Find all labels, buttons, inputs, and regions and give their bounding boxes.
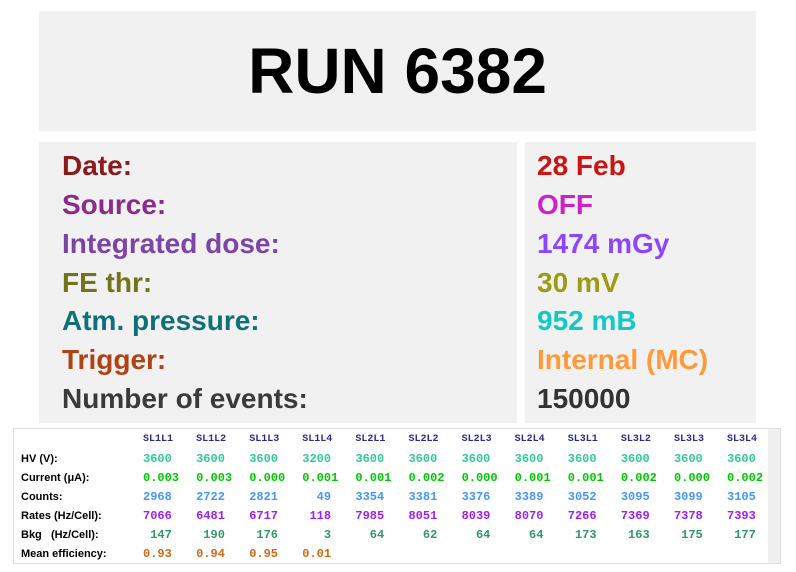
cell-counts-sl2l2: 3381 [408,489,438,504]
info-label-pressure: Atm. pressure: [62,305,260,337]
cell-hv-sl3l2: 3600 [620,451,650,466]
run-title-panel [39,11,756,131]
cell-bkg-sl1l4: 3 [302,527,332,542]
info-label-trigger: Trigger: [62,343,167,375]
cell-rates-sl2l4: 8070 [514,508,544,523]
cell-hv-sl3l4: 3600 [727,451,756,466]
info-label-date: Date: [62,150,133,182]
row-label-hv: HV (V): [21,452,58,465]
run-table [13,428,781,564]
info-label-dose: Integrated dose: [62,227,280,259]
cell-current-sl1l4: 0.001 [302,470,339,485]
info-value-date: 28 Feb [537,150,626,182]
cell-rates-sl2l1: 7985 [355,508,385,523]
column-header-sl1l1: SL1L1 [143,434,174,445]
cell-current-sl2l4: 0.001 [514,470,551,485]
table-row-efficiency [14,544,780,563]
cell-current-sl3l2: 0.002 [620,470,657,485]
column-header-sl2l1: SL2L1 [355,434,386,445]
cell-hv-sl3l1: 3600 [567,451,597,466]
cell-current-sl2l2: 0.002 [408,470,445,485]
cell-current-sl3l4: 0.002 [727,470,764,485]
cell-current-sl1l3: 0.000 [249,470,286,485]
info-labels-panel [39,142,517,423]
row-label-counts: Counts: [21,490,63,503]
info-label-events: Number of events: [62,382,308,414]
info-value-source: OFF [537,189,593,221]
cell-current-sl1l2: 0.003 [196,470,233,485]
info-value-fe-thr: 30 mV [537,266,620,298]
cell-rates-sl1l3: 6717 [249,508,278,523]
cell-efficiency-sl1l2: 0.94 [196,546,225,561]
info-value-events: 150000 [537,382,631,414]
cell-bkg-sl2l3: 64 [461,527,491,542]
cell-counts-sl2l4: 3389 [514,489,544,504]
cell-bkg-sl1l1: 147 [143,527,172,542]
cell-hv-sl1l1: 3600 [143,451,172,466]
cell-hv-sl2l2: 3600 [408,451,438,466]
column-header-sl2l4: SL2L4 [514,434,545,445]
cell-rates-sl3l3: 7378 [673,508,703,523]
column-header-sl2l2: SL2L2 [408,434,439,445]
cell-current-sl1l1: 0.003 [143,470,180,485]
info-label-fe-thr: FE thr: [62,266,153,298]
cell-hv-sl2l4: 3600 [514,451,544,466]
cell-bkg-sl2l4: 64 [514,527,544,542]
cell-counts-sl2l1: 3354 [355,489,385,504]
cell-hv-sl1l2: 3600 [196,451,225,466]
cell-bkg-sl2l2: 62 [408,527,438,542]
cell-rates-sl1l2: 6481 [196,508,225,523]
table-row-counts [14,487,780,506]
cell-hv-sl1l3: 3600 [249,451,278,466]
column-header-sl3l3: SL3L3 [673,434,704,445]
cell-efficiency-sl1l1: 0.93 [143,546,172,561]
cell-rates-sl3l1: 7266 [567,508,597,523]
cell-rates-sl2l2: 8051 [408,508,438,523]
cell-bkg-sl1l3: 176 [249,527,278,542]
column-header-sl3l1: SL3L1 [567,434,598,445]
column-header-sl2l3: SL2L3 [461,434,492,445]
cell-current-sl3l3: 0.000 [673,470,710,485]
info-label-source: Source: [62,189,167,221]
info-value-pressure: 952 mB [537,305,637,337]
info-values-panel [525,142,756,423]
row-label-rates: Rates (Hz/Cell): [21,509,102,522]
cell-counts-sl3l4: 3105 [727,489,756,504]
info-value-dose: 1474 mGy [537,227,670,259]
cell-rates-sl1l1: 7066 [143,508,172,523]
table-scrollbar[interactable] [768,429,780,563]
row-label-bkg: Bkg (Hz/Cell): [21,528,99,541]
cell-counts-sl3l3: 3099 [673,489,703,504]
cell-rates-sl1l4: 118 [302,508,332,523]
table-header-row [14,430,780,449]
cell-counts-sl1l2: 2722 [196,489,225,504]
cell-efficiency-sl1l3: 0.95 [249,546,278,561]
cell-counts-sl1l1: 2968 [143,489,172,504]
column-header-sl1l2: SL1L2 [196,434,227,445]
cell-current-sl2l1: 0.001 [355,470,392,485]
cell-bkg-sl3l4: 177 [727,527,756,542]
cell-hv-sl2l1: 3600 [355,451,385,466]
column-header-sl1l4: SL1L4 [302,434,333,445]
column-header-sl3l2: SL3L2 [620,434,651,445]
cell-bkg-sl2l1: 64 [355,527,385,542]
table-row-hv [14,449,780,468]
column-header-sl3l4: SL3L4 [727,434,758,445]
cell-bkg-sl3l3: 175 [673,527,703,542]
cell-efficiency-sl1l4: 0.01 [302,546,332,561]
cell-rates-sl3l4: 7393 [727,508,756,523]
table-row-bkg [14,525,780,544]
info-value-trigger: Internal (MC) [537,343,709,375]
cell-hv-sl1l4: 3200 [302,451,332,466]
table-row-current [14,468,780,487]
cell-rates-sl3l2: 7369 [620,508,650,523]
cell-hv-sl2l3: 3600 [461,451,491,466]
cell-rates-sl2l3: 8039 [461,508,491,523]
cell-current-sl3l1: 0.001 [567,470,604,485]
cell-bkg-sl3l2: 163 [620,527,650,542]
table-row-rates [14,506,780,525]
column-header-sl1l3: SL1L3 [249,434,280,445]
row-label-efficiency: Mean efficiency: [21,547,107,560]
run-title: RUN 6382 [248,35,547,107]
cell-bkg-sl3l1: 173 [567,527,597,542]
row-label-current: Current (μA): [21,471,90,484]
cell-counts-sl3l1: 3052 [567,489,597,504]
run-table-rows [14,430,780,563]
cell-current-sl2l3: 0.000 [461,470,498,485]
cell-counts-sl1l3: 2821 [249,489,278,504]
cell-counts-sl3l2: 3095 [620,489,650,504]
cell-counts-sl1l4: 49 [302,489,332,504]
cell-bkg-sl1l2: 190 [196,527,225,542]
cell-counts-sl2l3: 3376 [461,489,491,504]
cell-hv-sl3l3: 3600 [673,451,703,466]
